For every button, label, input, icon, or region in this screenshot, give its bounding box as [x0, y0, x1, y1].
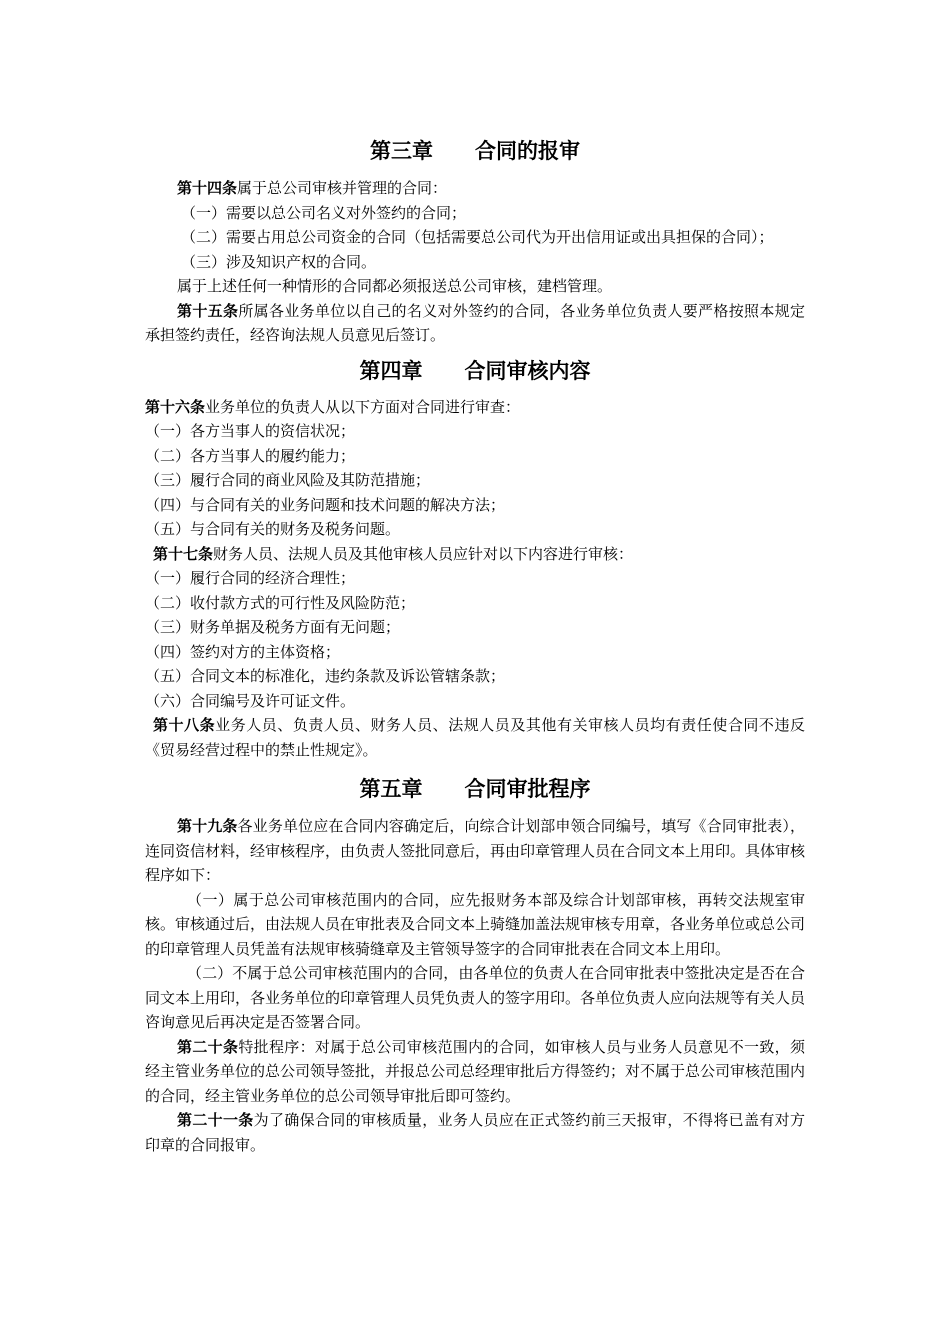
article-18 [145, 713, 805, 762]
article-17-item-3: （三）财务单据及税务方面有无问题； [145, 618, 401, 636]
article-16-item-3: （三）履行合同的商业风险及其防范措施； [145, 471, 431, 489]
article-14-item-1: （一）需要以总公司名义对外签约的合同； [181, 203, 467, 222]
article-16-label: 第十六条 [145, 397, 206, 416]
article-17-item-4: （四）签约对方的主体资格； [145, 642, 341, 661]
article-19-label: 第十九条 [177, 817, 238, 835]
article-21-label: 第二十一条 [177, 1111, 254, 1129]
article-17-item-2: （二）收付款方式的可行性及风险防范； [145, 593, 416, 612]
article-14-item-2: （二）需要占用总公司资金的合同（包括需要总公司代为开出信用证或出具担保的合同）； [181, 228, 774, 246]
chapter-3-title: 第三章 合同的报审 [370, 138, 580, 163]
article-15 [145, 299, 805, 348]
article-19-text: 各业务单位应在合同内容确定后，向综合计划部申领合同编号，填写《合同审批表），连同资信材料，经审核程序，由负责人签批同意后，再由印章管理人员在合同文本上用印。具体审核程序如下： [145, 817, 806, 884]
article-19 [145, 814, 805, 888]
chapter-4-title: 第四章 合同审核内容 [359, 357, 591, 383]
article-17 [145, 542, 805, 567]
article-17-item-1: （一）履行合同的经济合理性； [145, 569, 356, 587]
article-16 [145, 395, 805, 420]
article-14 [145, 176, 805, 201]
article-20 [145, 1035, 805, 1109]
article-16-item-4: （四）与合同有关的业务问题和技术问题的解决方法； [145, 495, 506, 514]
article-14-note: 属于上述任何一种情形的合同都必须报送总公司审核，建档管理。 [177, 277, 613, 295]
article-17-text: 财务人员、法规人员及其他审核人员应针对以下内容进行审核： [213, 544, 634, 563]
article-16-item-2: （二）各方当事人的履约能力； [145, 446, 356, 465]
article-18-text: 业务人员、负责人员、财务人员、法规人员及其他有关审核人员均有责任使合同不违反《贸易经营过程中的禁止性规定》。 [145, 716, 805, 759]
article-19-item-2: （二）不属于总公司审核范围内的合同，由各单位的负责人在合同审批表中签批决定是否在合同文本上用印，各业务单位的印章管理人员凭负责人的签字用印。各单位负责人应向法规等有关人员咨询意见后再决定是否签署合同。 [145, 964, 806, 1031]
article-20-text: 特批程序：对属于总公司审核范围内的合同，如审核人员与业务人员意见不一致，须经主管业务单位的总公司领导签批，并报总公司总经理审批后方得签约；对不属于总公司审核范围内的合同，经主管业务单位的总公司领导审批后即可签约。 [145, 1037, 806, 1105]
article-20-label: 第二十条 [177, 1037, 239, 1056]
article-16-item-5: （五）与合同有关的财务及税务问题。 [145, 520, 401, 538]
article-19-item-1: （一）属于总公司审核范围内的合同，应先报财务本部及综合计划部审核，再转交法规室审核。审核通过后，由法规人员在审批表及合同文本上骑缝加盖法规审核专用章，各业务单位或总公司的印章管理人员凭盖有法规审核骑缝章及主管领导签字的合同审批表在合同文本上用印。 [145, 890, 806, 958]
article-14-label: 第十四条 [177, 179, 238, 197]
article-17-item-6: （六）合同编号及许可证文件。 [145, 691, 356, 710]
article-17-item-5: （五）合同文本的标准化，违约条款及诉讼管辖条款； [145, 667, 506, 685]
article-21-text: 为了确保合同的审核质量，业务人员应在正式签约前三天报审，不得将已盖有对方印章的合同报审。 [145, 1111, 805, 1154]
article-16-item-1: （一）各方当事人的资信状况； [145, 422, 356, 440]
article-14-item-3: （三）涉及知识产权的合同。 [181, 252, 377, 271]
article-15-label: 第十五条 [177, 301, 239, 320]
article-15-text: 所属各业务单位以自己的名义对外签约的合同，各业务单位负责人要严格按照本规定承担签约责任，经咨询法规人员意见后签订。 [145, 301, 805, 344]
article-17-label: 第十七条 [153, 544, 214, 563]
article-16-text: 业务单位的负责人从以下方面对合同进行审查： [205, 397, 521, 416]
article-14-text: 属于总公司审核并管理的合同： [237, 179, 448, 197]
chapter-5-title: 第五章 合同审批程序 [359, 776, 591, 801]
article-21 [145, 1108, 805, 1157]
article-18-label: 第十八条 [153, 716, 216, 734]
